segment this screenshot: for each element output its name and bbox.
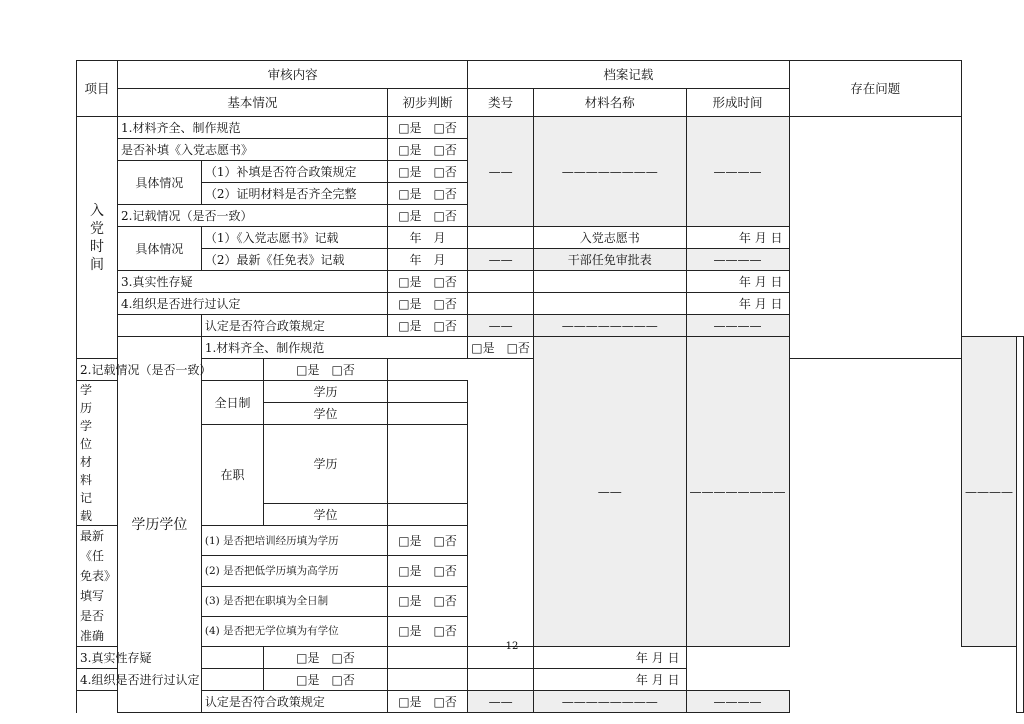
s1-time-b[interactable]: 年 月 日 (686, 227, 789, 249)
s1-category-a (468, 117, 534, 227)
s2-identification-policy: 认定是否符合政策规定 (201, 691, 387, 713)
s2-judge-2[interactable]: □是 □否 (264, 359, 388, 381)
s2-q-no-degree: (4) 是否把无学位填为有学位 (201, 616, 387, 646)
s2-time-d: ———— (686, 691, 789, 713)
s1-material-appointment: 干部任免审批表 (533, 249, 686, 271)
s2-judge-1[interactable]: □是 □否 (468, 337, 534, 359)
s1-supplement-question: 是否补填《入党志愿书》 (118, 139, 388, 161)
s2-time-a: ———— (962, 337, 1017, 647)
s1-supplement-policy: （1）补填是否符合政策规定 (201, 161, 387, 183)
dash: ———— (713, 164, 762, 179)
header-judge: 初步判断 (387, 89, 467, 117)
s2-fulltime-edu: 学历 (264, 381, 388, 403)
dash: —— (488, 164, 513, 179)
s1-category-c: —— (468, 249, 534, 271)
s2-time-b[interactable]: 年 月 日 (533, 647, 686, 669)
s1-authenticity-doubt: 3.真实性存疑 (118, 271, 388, 293)
s2-parttime-edu: 学历 (264, 425, 388, 504)
s2-edu-record-label: 学历学位材料记载 (77, 381, 118, 526)
header-review: 审核内容 (118, 61, 468, 89)
s2-judge-q3[interactable]: □是 □否 (387, 586, 467, 616)
s2-time-c[interactable]: 年 月 日 (533, 669, 686, 691)
s1-judge-1[interactable]: □是 □否 (387, 117, 467, 139)
s1-judge-5[interactable]: □是 □否 (387, 205, 467, 227)
s2-blank-indent (77, 691, 118, 713)
s2-fulltime-degree-value[interactable] (387, 403, 467, 425)
s1-judge-4[interactable]: □是 □否 (387, 183, 467, 205)
s1-category-b[interactable] (468, 227, 534, 249)
s2-org-identified: 4.组织是否进行过认定 (77, 669, 264, 691)
s1-appointment-record: （2）最新《任免表》记载 (201, 249, 387, 271)
s1-details-label-b: 具体情况 (118, 227, 202, 271)
s2-category-c[interactable] (387, 669, 467, 691)
s1-proof-complete: （2）证明材料是否齐全完整 (201, 183, 387, 205)
header-archive: 档案记载 (468, 61, 789, 89)
s1-time-d[interactable]: 年 月 日 (686, 271, 789, 293)
s2-materials-complete: 1.材料齐全、制作规范 (201, 337, 467, 359)
s2-judge-q2[interactable]: □是 □否 (387, 556, 467, 586)
s2-judge-7[interactable]: □是 □否 (264, 669, 388, 691)
s2-material-c[interactable] (468, 669, 534, 691)
header-category: 类号 (468, 89, 534, 117)
header-time: 形成时间 (686, 89, 789, 117)
s2-category-d: —— (468, 691, 534, 713)
s2-parttime-edu-value[interactable] (387, 425, 467, 504)
s1-details-label-a: 具体情况 (118, 161, 202, 205)
s1-category-d[interactable] (468, 271, 534, 293)
s2-q-training: (1) 是否把培训经历填为学历 (201, 526, 387, 556)
header-material: 材料名称 (533, 89, 686, 117)
page-number: 12 (505, 641, 519, 652)
s1-judge-2[interactable]: □是 □否 (387, 139, 467, 161)
s1-problem-cell[interactable] (789, 117, 961, 359)
s1-material-f: ———————— (533, 315, 686, 337)
s2-parttime-degree: 学位 (264, 504, 388, 526)
s1-judge-3[interactable]: □是 □否 (387, 161, 467, 183)
s2-judge-q1[interactable]: □是 □否 (387, 526, 467, 556)
s1-identification-policy: 认定是否符合政策规定 (201, 315, 387, 337)
s1-judge-8[interactable]: □是 □否 (387, 315, 467, 337)
s1-material-a (533, 117, 686, 227)
s1-time-a (686, 117, 789, 227)
s1-material-application: 入党志愿书 (533, 227, 686, 249)
dash: ———————— (561, 164, 658, 179)
s2-category-a: —— (533, 337, 686, 647)
s1-category-e[interactable] (468, 293, 534, 315)
s2-fulltime-edu-value[interactable] (387, 381, 467, 403)
s2-parttime-degree-value[interactable] (387, 504, 467, 526)
s1-material-d[interactable] (533, 271, 686, 293)
s1-year-month-2[interactable]: 年 月 (387, 249, 467, 271)
s1-application-record: （1）《入党志愿书》记载 (201, 227, 387, 249)
s2-material-a: ———————— (686, 337, 789, 647)
s2-authenticity-doubt: 3.真实性存疑 (77, 647, 264, 669)
s1-time-f: ———— (686, 315, 789, 337)
header-problem: 存在问题 (789, 61, 961, 117)
s1-org-identified: 4.组织是否进行过认定 (118, 293, 388, 315)
s2-material-d: ———————— (533, 691, 686, 713)
s1-category-f: —— (468, 315, 534, 337)
s1-material-e[interactable] (533, 293, 686, 315)
s1-judge-6[interactable]: □是 □否 (387, 271, 467, 293)
s2-fulltime-label: 全日制 (201, 381, 263, 425)
s1-time-e[interactable]: 年 月 日 (686, 293, 789, 315)
s2-q-parttime: (3) 是否把在职填为全日制 (201, 586, 387, 616)
s2-latest-form-label: 最新《任免表》填写是否准确 (77, 526, 118, 647)
s1-record-consistent: 2.记载情况（是否一致） (118, 205, 388, 227)
s2-judge-6[interactable]: □是 □否 (264, 647, 388, 669)
s2-parttime-label: 在职 (201, 425, 263, 526)
s2-problem-cell[interactable] (1017, 337, 1024, 713)
s2-judge-8[interactable]: □是 □否 (387, 691, 467, 713)
s1-year-month-1[interactable]: 年 月 (387, 227, 467, 249)
s1-judge-7[interactable]: □是 □否 (387, 293, 467, 315)
section-joining-party-title: 入党时间 (77, 117, 118, 359)
header-item: 项目 (77, 61, 118, 117)
header-basic: 基本情况 (118, 89, 388, 117)
section-education-title: 学历学位 (118, 337, 202, 713)
s1-blank-indent (118, 315, 202, 337)
s2-record-consistent: 2.记载情况（是否一致） (77, 359, 264, 381)
s1-materials-complete: 1.材料齐全、制作规范 (118, 117, 388, 139)
s2-fulltime-degree: 学位 (264, 403, 388, 425)
s1-time-c: ———— (686, 249, 789, 271)
s2-judge-q4[interactable]: □是 □否 (387, 616, 467, 646)
review-table (76, 60, 1024, 713)
s2-q-lower-edu: (2) 是否把低学历填为高学历 (201, 556, 387, 586)
